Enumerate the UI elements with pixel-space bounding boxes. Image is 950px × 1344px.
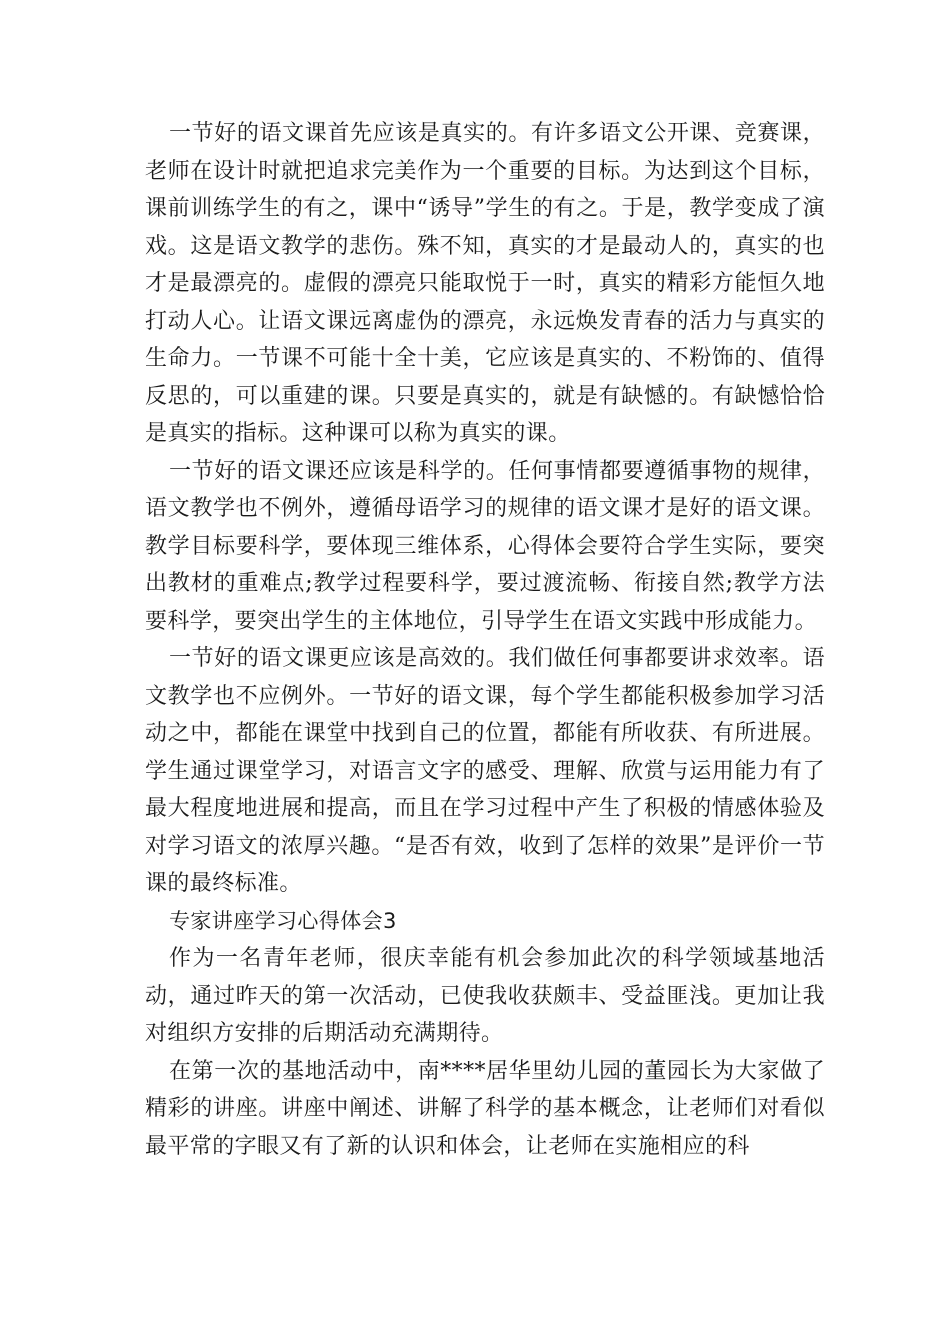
paragraph-authentic-lesson: 一节好的语文课首先应该是真实的。有许多语文公开课、竞赛课，老师在设计时就把追求完美作为一个重要的目标。为达到这个目标，课前训练学生的有之，课中“诱导”学生的有之。于是，教学变成了演戏。这是语文教学的悲伤。殊不知，真实的才是最动人的，真实的也才是最漂亮的。虚假的漂亮只能取悦于一时，真实的精彩方能恒久地打动人心。让语文课远离虚伪的漂亮，永远焕发青春的活力与真实的生命力。一节课不可能十全十美，它应该是真实的、不粉饰的、值得反思的，可以重建的课。只要是真实的，就是有缺憾的。有缺憾恰恰是真实的指标。这种课可以称为真实的课。 <box>145 121 825 446</box>
paragraph-young-teacher: 作为一名青年老师，很庆幸能有机会参加此次的科学领域基地活动，通过昨天的第一次活动，已使我收获颇丰、受益匪浅。更加让我对组织方安排的后期活动充满期待。 <box>145 946 825 1046</box>
paragraph-first-activity: 在第一次的基地活动中，南****居华里幼儿园的董园长为大家做了精彩的讲座。讲座中阐述、讲解了科学的基本概念，让老师们对看似最平常的字眼又有了新的认识和体会，让老师在实施相应的科 <box>145 1058 825 1159</box>
paragraph-scientific-lesson: 一节好的语文课还应该是科学的。任何事情都要遵循事物的规律，语文教学也不例外，遵循母语学习的规律的语文课才是好的语文课。教学目标要科学，要体现三维体系，心得体会要符合学生实际，要突出教材的重难点;教学过程要科学，要过渡流畅、衔接自然;教学方法要科学，要突出学生的主体地位，引导学生在语文实践中形成能力。 <box>145 458 825 634</box>
paragraph-efficient-lesson: 一节好的语文课更应该是高效的。我们做任何事都要讲求效率。语文教学也不应例外。一节好的语文课，每个学生都能积极参加学习活动之中，都能在课堂中找到自己的位置，都能有所收获、有所进展。学生通过课堂学习，对语言文字的感受、理解、欣赏与运用能力有了最大程度地进展和提高，而且在学习过程中产生了积极的情感体验及对学习语文的浓厚兴趣。“是否有效，收到了怎样的效果”是评价一节课的最终标准。 <box>145 646 825 896</box>
document-page <box>145 115 825 1165</box>
section-heading: 专家讲座学习心得体会3 <box>169 908 397 933</box>
